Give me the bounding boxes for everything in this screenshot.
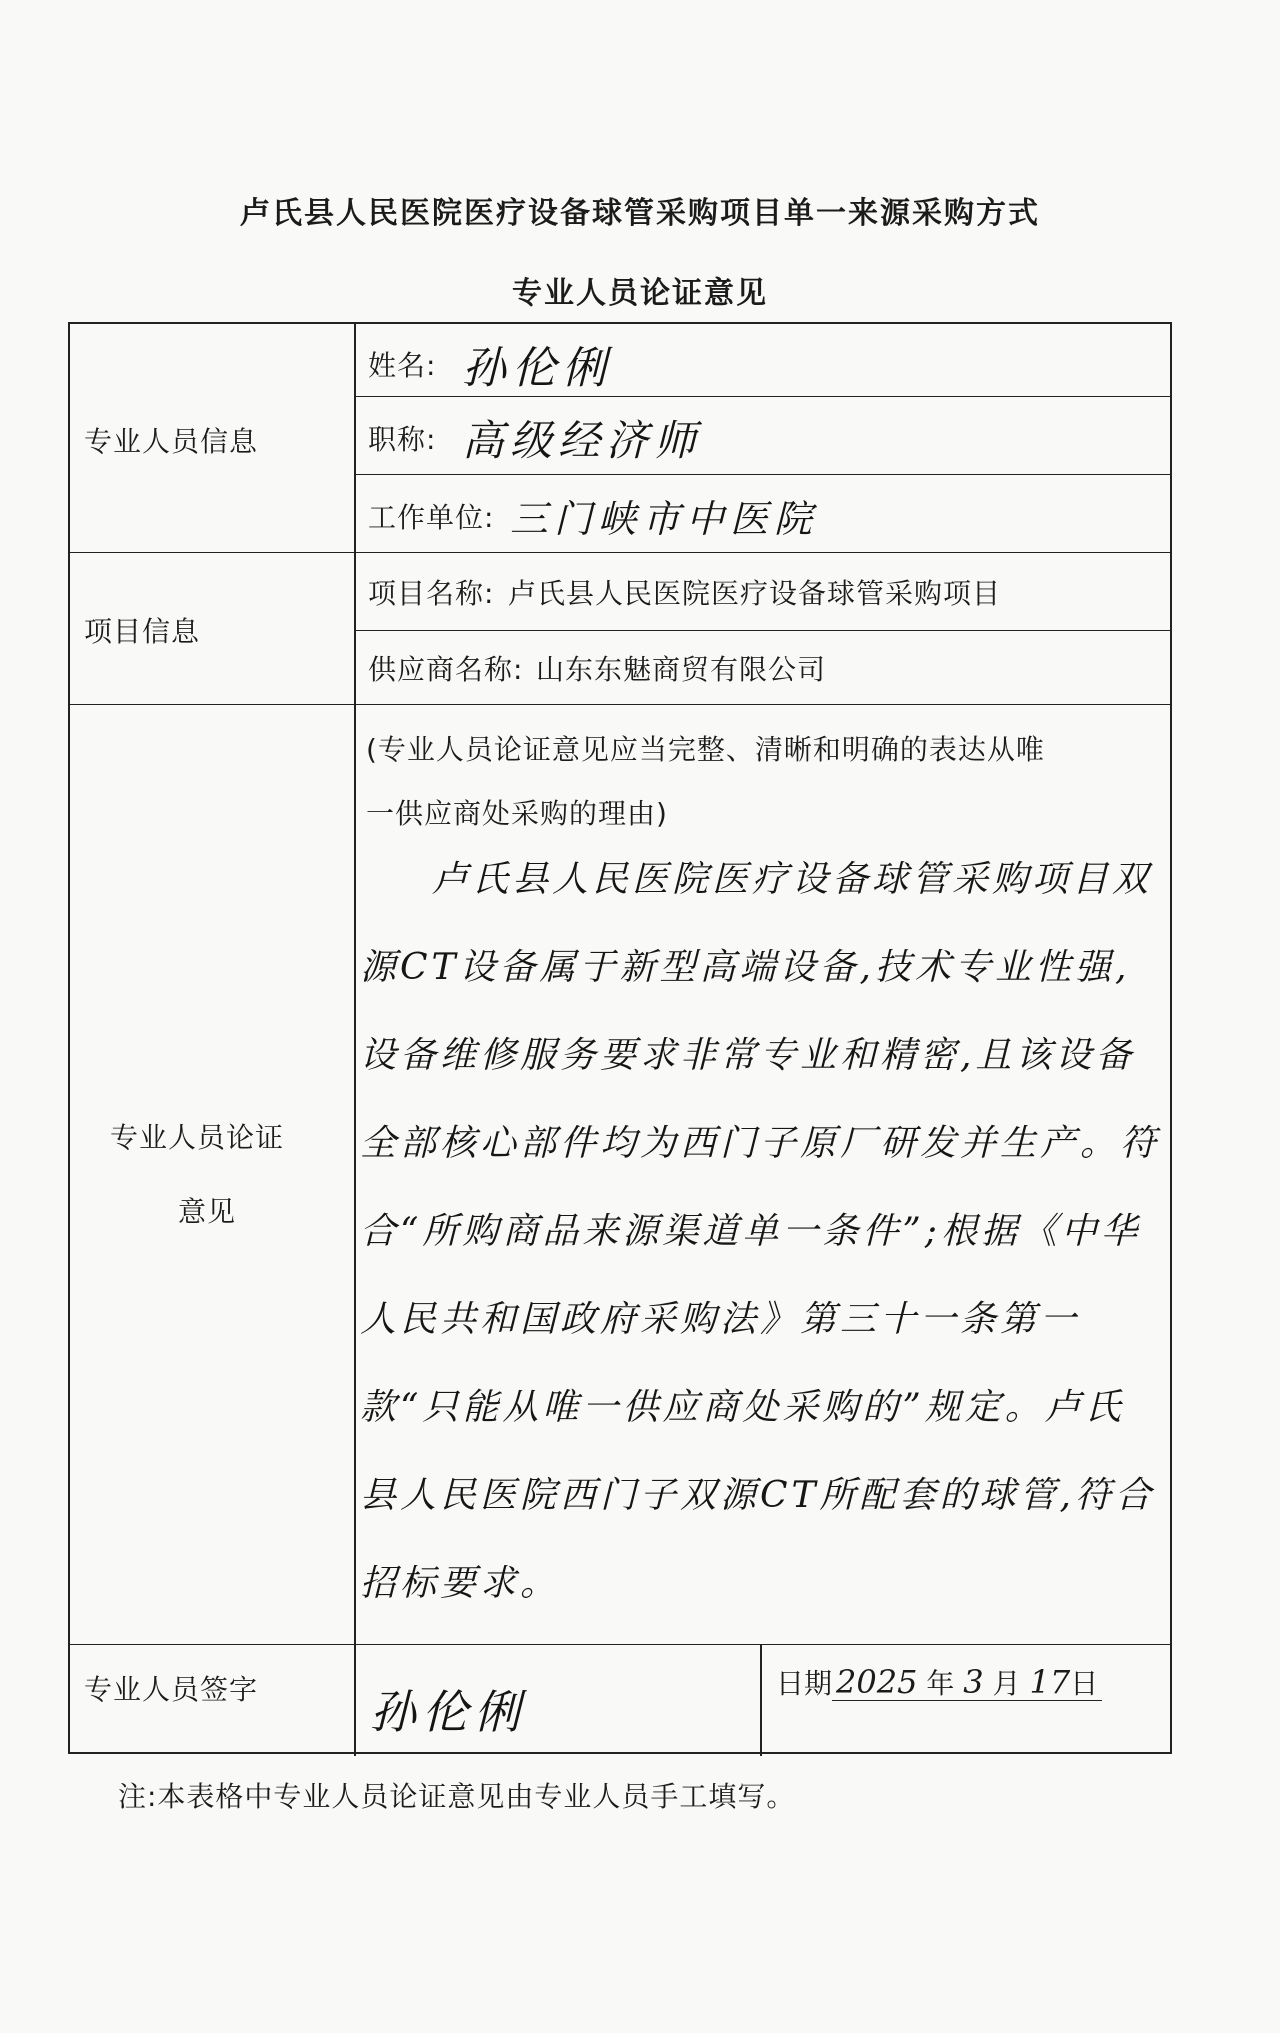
date-underline [832,1663,1102,1701]
name-value: 孙伦俐 [462,343,612,394]
supplier-label: 供应商名称: [368,653,524,686]
project-info-label: 项目信息 [84,615,201,648]
job-title-label: 职称: [368,423,437,456]
supplier-value: 山东东魅商贸有限公司 [536,653,827,686]
form-table [68,322,1172,1754]
date-year: 2025 [836,1663,918,1701]
document-subtitle: 专业人员论证意见 [512,276,768,311]
opinion-instruction-line2: 一供应商处采购的理由) [366,797,668,830]
date-field [776,1662,1102,1702]
opinion-label-line1: 专业人员论证 [110,1121,285,1154]
opinion-handwritten-text: 卢氏县人民医院医疗设备球管采购项目双源CT设备属于新型高端设备,技术专业性强,设备维修服务要求非常专业和精密,且该设备全部核心部件均为西门子原厂研发并生产。符合“所购商品来源渠道单一条件”;根据《中华人民共和国政府采购法》第三十一条第一款“只能从唯一供应商处采购的”规定。卢氏县人民医院西门子双源CT所配套的球管,符合招标要求。 [360,859,1161,1604]
footnote: 注:本表格中专业人员论证意见由专业人员手工填写。 [118,1780,796,1813]
column-divider [354,324,356,1756]
row-line [354,474,1172,475]
project-name-label: 项目名称: [368,577,495,610]
work-unit-value: 三门峡市中医院 [510,497,819,541]
month-unit: 月 [992,1667,1021,1700]
day-unit: 日 [1070,1667,1099,1700]
job-title-value: 高级经济师 [462,416,703,465]
expert-info-label: 专业人员信息 [84,425,259,458]
opinion-label-line2: 意见 [178,1195,237,1228]
work-unit-label: 工作单位: [368,501,495,534]
section-line [70,1644,1172,1645]
date-month: 3 [963,1663,984,1701]
project-name-value: 卢氏县人民医院医疗设备球管采购项目 [508,577,1002,610]
opinion-instruction-line1: (专业人员论证意见应当完整、清晰和明确的表达从唯 [366,733,1045,766]
signature-label: 专业人员签字 [84,1673,259,1706]
row-line [354,396,1172,397]
name-label: 姓名: [368,349,437,382]
document-title: 卢氏县人民医院医疗设备球管采购项目单一来源采购方式 [240,196,1040,231]
row-line [354,630,1172,631]
date-label: 日期 [776,1667,833,1700]
section-line [70,552,1172,553]
date-divider [760,1644,762,1756]
year-unit: 年 [926,1667,955,1700]
section-line [70,704,1172,705]
signature-value: 孙伦俐 [370,1685,526,1739]
date-day: 17 [1029,1663,1071,1701]
